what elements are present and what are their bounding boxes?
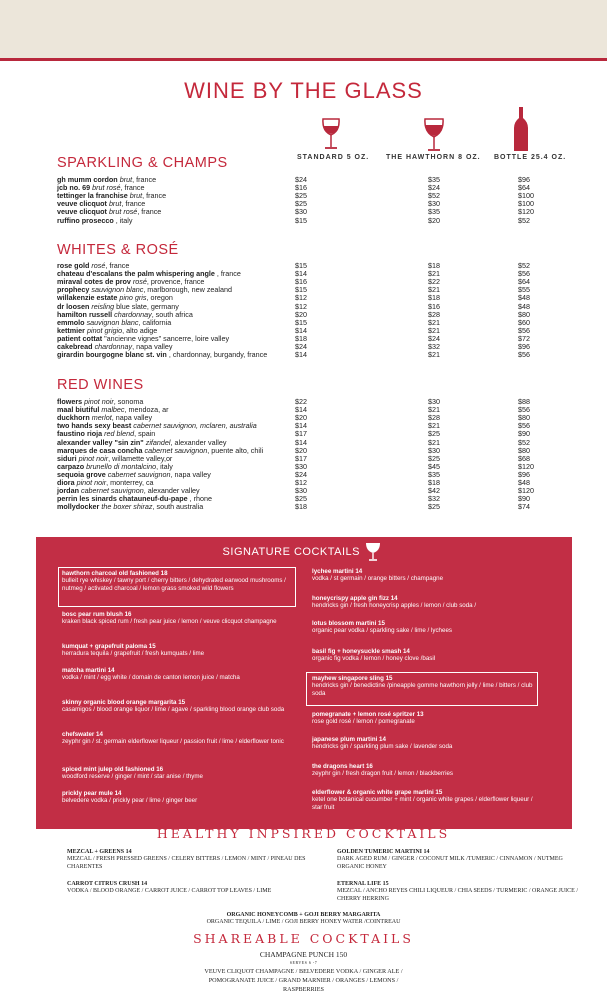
wine-name: ruffino prosecco [57, 215, 114, 225]
wine-region: , alexander valley [170, 437, 227, 447]
price-bottle: $68 [518, 453, 530, 463]
section-title-reds: RED WINES [57, 377, 144, 393]
healthy-item [337, 881, 587, 903]
price-bottle: $56 [518, 325, 530, 335]
price-bottle: $52 [518, 261, 530, 270]
wine-region: , napa valley [111, 413, 153, 423]
price-bottle: $96 [518, 175, 530, 184]
price-hawthorn: $35 [428, 469, 440, 479]
price-standard: $15 [295, 317, 307, 327]
price-standard: $20 [295, 309, 307, 319]
price-hawthorn: $28 [428, 413, 440, 423]
wine-name: siduri [57, 453, 77, 463]
price-bottle: $88 [518, 397, 530, 406]
price-standard: $30 [295, 461, 307, 471]
cocktail-glass-icon [365, 542, 381, 562]
wine-name: miraval cotes de prov [57, 277, 131, 287]
wine-varietal: brunello di montalcino [86, 461, 157, 471]
cocktail-item [312, 620, 542, 635]
wine-row [57, 351, 567, 359]
price-bottle: $120 [518, 486, 534, 496]
wine-region: , france [121, 199, 146, 209]
cocktail-name: mayhew singapore sling 15 [312, 675, 393, 682]
cocktail-item [62, 790, 292, 805]
wine-region: , willamette valley,or [108, 453, 173, 463]
wine-region: , marlborough, new zealand [143, 285, 233, 295]
price-bottle: $52 [518, 437, 530, 447]
wine-name: marques de casa concha [57, 445, 143, 455]
wine-name: flowers [57, 397, 83, 406]
price-hawthorn: $30 [428, 445, 440, 455]
wine-region: , california [138, 317, 172, 327]
shareable-name: CHAMPAGNE PUNCH 150 [259, 950, 348, 959]
wine-name: hamilton russell [57, 309, 113, 319]
wine-region: , south africa [151, 309, 193, 319]
wine-region: , italy [115, 215, 133, 225]
healthy-center-name: ORGANIC HONEYCOMB + GOJI BERRY MARGARITA [226, 912, 381, 918]
healthy-cocktail-name: GOLDEN TUMERIC MARTINI 14 [337, 849, 430, 855]
price-hawthorn: $25 [428, 429, 440, 439]
wine-bottle-icon [513, 106, 529, 152]
wine-name: chateau d'escalans the palm whispering angle [57, 269, 215, 279]
price-bottle: $96 [518, 342, 530, 351]
cocktail-name: japanese plum martini 14 [312, 736, 386, 743]
price-hawthorn: $18 [428, 293, 440, 303]
cocktail-ingredients: herradura tequila / grapefruit / fresh kumquats / lime [62, 650, 205, 658]
wine-name: veuve clicquot [57, 207, 107, 217]
wine-name: duckhorn [57, 413, 90, 423]
price-standard: $24 [295, 469, 307, 479]
wine-name: emmolo [57, 317, 85, 327]
price-bottle: $100 [518, 199, 534, 209]
price-hawthorn: $21 [428, 317, 440, 327]
price-standard: $25 [295, 191, 307, 201]
price-standard: $16 [295, 277, 307, 287]
wine-name: patient cottat [57, 333, 103, 343]
cocktail-name: honeycrispy apple gin fizz 14 [312, 595, 398, 602]
wine-region: , south australia [152, 502, 204, 512]
healthy-item [67, 849, 317, 871]
cocktail-item [312, 789, 542, 811]
price-standard: $14 [295, 437, 307, 447]
cocktail-item [62, 643, 292, 658]
price-standard: $12 [295, 478, 307, 487]
cocktail-ingredients: kraken black spiced rum / fresh pear juice / lemon / veuve clicquot champagne [62, 618, 277, 626]
price-standard: $14 [295, 325, 307, 335]
wine-name: faustino rioja [57, 429, 103, 439]
cocktail-ingredients: belvedere vodka / prickly pear / lime / ginger beer [62, 797, 198, 805]
price-bottle: $120 [518, 461, 534, 471]
price-hawthorn: $35 [428, 175, 440, 184]
wine-varietal: cabernet sauvignon [107, 469, 171, 479]
wine-varietal: rosé [91, 261, 106, 270]
price-hawthorn: $21 [428, 285, 440, 295]
price-standard: $24 [295, 175, 307, 184]
wine-name: maal biutiful [57, 405, 100, 415]
page-title: WINE BY THE GLASS [184, 78, 423, 103]
price-bottle: $74 [518, 502, 530, 512]
wine-name: cakebread [57, 342, 93, 351]
price-hawthorn: $30 [428, 397, 440, 406]
price-hawthorn: $21 [428, 405, 440, 415]
wine-row [57, 503, 567, 511]
wine-varietal: red blend [104, 429, 135, 439]
shareable-desc-3: RASPBERRIES [283, 986, 324, 993]
price-bottle: $90 [518, 429, 530, 439]
wine-region: , provence, france [146, 277, 205, 287]
column-header-bottle: BOTTLE 25.4 OZ. [494, 154, 567, 161]
wine-region: "ancienne vignes" sancerre, loire valley [104, 333, 230, 343]
price-bottle: $56 [518, 350, 530, 360]
cocktail-name: hawthorn charcoal old fashioned 18 [62, 570, 168, 577]
cocktail-ingredients: hendricks gin / benedictine /pineapple gomme hawthorn jelly / lime / bitters / club soda [312, 682, 533, 697]
price-hawthorn: $22 [428, 277, 440, 287]
decorative-header-band [0, 0, 607, 58]
cocktail-name: lychee martini 14 [312, 568, 363, 575]
cocktail-item [312, 595, 542, 610]
wine-region: , oregon [146, 293, 173, 303]
healthy-cocktail-ingredients: DARK AGED RUM / GINGER / COCONUT MILK /TUMERIC / CINNAMON / NUTMEG ORGANIC HONEY [337, 856, 563, 870]
wine-name: gh mumm cordon [57, 175, 118, 184]
price-hawthorn: $18 [428, 478, 440, 487]
cocktail-ingredients: hendricks gin / fresh honeycrisp apples / lemon / club soda / [312, 602, 477, 610]
price-hawthorn: $52 [428, 191, 440, 201]
price-bottle: $96 [518, 469, 530, 479]
price-standard: $15 [295, 285, 307, 295]
price-standard: $18 [295, 333, 307, 343]
wine-region: , spain [134, 429, 156, 439]
cocktail-ingredients: rose gold rosé / lemon / pomegranate [312, 718, 415, 726]
price-standard: $14 [295, 421, 307, 431]
wine-glass-icon [320, 117, 342, 151]
wine-varietal: pinot noir [84, 397, 114, 406]
cocktail-item [62, 611, 292, 626]
header-divider [0, 58, 607, 61]
price-hawthorn: $25 [428, 502, 440, 512]
price-standard: $18 [295, 502, 307, 512]
cocktail-item [62, 570, 292, 592]
wine-region: , italy [156, 461, 173, 471]
wine-varietal: reisling [91, 301, 115, 311]
wine-varietal: brut rosé [92, 183, 121, 193]
price-hawthorn: $32 [428, 342, 440, 351]
price-bottle: $56 [518, 405, 530, 415]
wine-row [57, 217, 567, 225]
price-standard: $20 [295, 413, 307, 423]
wine-varietal: brut [119, 175, 133, 184]
price-hawthorn: $32 [428, 494, 440, 504]
large-wine-glass-icon [422, 117, 446, 153]
wine-varietal: cabernet sauvignon [80, 486, 144, 496]
wine-varietal: cabernet sauvignon, mclaren, australia [133, 421, 257, 431]
wine-region: , sonoma [113, 397, 144, 406]
price-hawthorn: $35 [428, 207, 440, 217]
wine-region: , france [105, 261, 130, 270]
healthy-item [67, 881, 317, 896]
price-standard: $17 [295, 429, 307, 439]
wine-varietal: sauvignon blanc [91, 285, 144, 295]
cocktail-item [62, 766, 292, 781]
shareable-serves: SERVES 6 -7 [289, 960, 318, 965]
shareable-title: SHAREABLE COCKTAILS [193, 931, 414, 946]
wine-name: two hands sexy beast [57, 421, 132, 431]
wine-varietal: brut [108, 199, 122, 209]
wine-name: carpazo [57, 461, 85, 471]
wine-region: , alexander valley [143, 486, 200, 496]
cocktail-name: skinny organic blood orange margarita 15 [62, 699, 186, 706]
price-standard: $22 [295, 397, 307, 406]
wine-varietal: cabernet sauvignon [144, 445, 208, 455]
wine-name: mollydocker [57, 502, 100, 512]
price-bottle: $80 [518, 445, 530, 455]
price-standard: $14 [295, 350, 307, 360]
cocktail-item [62, 731, 292, 746]
wine-varietal: pino gris [119, 293, 147, 303]
cocktail-item [62, 699, 292, 714]
cocktail-name: basil fig + honeysuckle smash 14 [312, 648, 410, 655]
wine-region: , puente alto, chili [207, 445, 264, 455]
price-standard: $30 [295, 207, 307, 217]
column-header-hawthorn: THE HAWTHORN 8 OZ. [386, 154, 481, 161]
price-hawthorn: $42 [428, 486, 440, 496]
price-hawthorn: $16 [428, 301, 440, 311]
healthy-item [337, 849, 587, 871]
price-standard: $16 [295, 183, 307, 193]
price-standard: $20 [295, 445, 307, 455]
price-standard: $14 [295, 405, 307, 415]
cocktail-item [62, 667, 292, 682]
cocktail-item [312, 568, 542, 583]
healthy-cocktail-ingredients: MEZCAL / ANCHO REYES CHILI LIQUEUR / CHIA SEEDS / TURMERIC / ORANGE JUICE / CHERRY HERRING [337, 888, 579, 902]
price-bottle: $55 [518, 285, 530, 295]
price-standard: $12 [295, 301, 307, 311]
healthy-center-desc: ORGANIC TEQUILA / LIME / GOJI BERRY HONEY WATER /COINTREAU [206, 919, 401, 925]
wine-region: , napa valley [170, 469, 211, 479]
cocktail-name: lotus blossom martini 15 [312, 620, 385, 627]
cocktail-item [312, 675, 542, 697]
section-title-sparkling: SPARKLING & CHAMPS [57, 155, 228, 171]
wine-varietal: zifandel [145, 437, 171, 447]
price-standard: $24 [295, 342, 307, 351]
cocktail-name: kumquat + grapefruit paloma 15 [62, 643, 156, 650]
price-bottle: $72 [518, 333, 530, 343]
wine-name: tettinger la franchise [57, 191, 128, 201]
wine-varietal: rosé [132, 277, 147, 287]
cocktail-name: spiced mint julep old fashioned 16 [62, 766, 164, 773]
wine-row [57, 208, 567, 216]
price-standard: $17 [295, 453, 307, 463]
cocktail-name: matcha martini 14 [62, 667, 115, 674]
cocktail-ingredients: casamigos / blood orange liquor / lime / agave / sparkling blood orange club soda [62, 706, 285, 714]
wine-name: sequoia grove [57, 469, 106, 479]
cocktail-name: elderflower & organic white grape martini 15 [312, 789, 443, 796]
cocktail-ingredients: vodka / st germain / orange bitters / champagne [312, 575, 444, 583]
price-bottle: $48 [518, 301, 530, 311]
wine-region: , rhone [189, 494, 212, 504]
wine-name: dr loosen [57, 301, 90, 311]
wine-name: willakenzie estate [57, 293, 118, 303]
price-hawthorn: $24 [428, 333, 440, 343]
price-standard: $15 [295, 215, 307, 225]
signature-title: SIGNATURE COCKTAILS [222, 546, 360, 558]
price-hawthorn: $21 [428, 325, 440, 335]
wine-varietal: chardonnay [114, 309, 152, 319]
section-title-whites: WHITES & ROSÉ [57, 242, 179, 258]
wine-varietal: brut [129, 191, 143, 201]
cocktail-ingredients: bulleit rye whiskey / tawny port / cherry bitters / dehydrated earwood mushrooms / nutmeg / activated charcoal / lemon grass smoked wild flowers [62, 577, 286, 592]
cocktail-ingredients: woodford reserve / ginger / mint / star anise / thyme [62, 773, 203, 781]
price-bottle: $56 [518, 269, 530, 279]
shareable-desc-2: POMOGRANATE JUICE / GRAND MARNIER / ORANGES / LEMONS / [208, 977, 399, 984]
price-hawthorn: $21 [428, 421, 440, 431]
wine-region: , napa valley [132, 342, 173, 351]
wine-varietal: pinot grigio [86, 325, 123, 335]
price-standard: $25 [295, 494, 307, 504]
wine-varietal: sauvignon blanc [86, 317, 139, 327]
wine-name: kettmier [57, 325, 85, 335]
cocktail-ingredients: organic pear vodka / sparkling sake / lime / lychees [312, 627, 452, 635]
cocktail-name: the dragons heart 16 [312, 763, 373, 770]
cocktail-item [312, 648, 542, 663]
price-hawthorn: $21 [428, 350, 440, 360]
wine-name: jcb no. 69 [57, 183, 91, 193]
price-bottle: $56 [518, 421, 530, 431]
healthy-title: HEALTHY INPSIRED COCKTAILS [156, 826, 451, 841]
cocktail-item [312, 711, 542, 726]
cocktail-ingredients: vodka / mint / egg white / domain de canton lemon juice / matcha [62, 674, 240, 682]
healthy-cocktail-ingredients: VODKA / BLOOD ORANGE / CARROT JUICE / CARROT TOP LEAVES / LIME [67, 888, 272, 895]
price-hawthorn: $45 [428, 461, 440, 471]
price-hawthorn: $28 [428, 309, 440, 319]
price-standard: $25 [295, 199, 307, 209]
wine-name: prophecy [57, 285, 90, 295]
price-hawthorn: $20 [428, 215, 440, 225]
wine-region: blue slate, germany [114, 301, 179, 311]
shareable-desc-1: VEUVE CLIQUOT CHAMPAGNE / BELVEDERE VODKA / GINGER ALE / [204, 968, 403, 975]
column-header-standard: STANDARD 5 OZ. [297, 154, 370, 161]
wine-region: , monterrey, ca [106, 478, 154, 487]
wine-name: veuve clicquot [57, 199, 107, 209]
price-bottle: $48 [518, 293, 530, 303]
wine-region: , alto adige [122, 325, 158, 335]
wine-region: , france [132, 175, 157, 184]
price-standard: $12 [295, 293, 307, 303]
wine-varietal: malbec [101, 405, 125, 415]
healthy-cocktail-name: MEZCAL + GREENS 14 [67, 849, 132, 855]
wine-name: jordan [57, 486, 79, 496]
price-hawthorn: $21 [428, 269, 440, 279]
price-bottle: $120 [518, 207, 534, 217]
price-bottle: $52 [518, 215, 530, 225]
price-bottle: $64 [518, 277, 530, 287]
wine-varietal: pinot noir [76, 478, 107, 487]
price-bottle: $48 [518, 478, 530, 487]
price-bottle: $80 [518, 309, 530, 319]
cocktail-ingredients: zeyphr gin / st. germain elderflower liqueur / passion fruit / lime / elderflower tonic [62, 738, 284, 746]
price-hawthorn: $25 [428, 453, 440, 463]
price-bottle: $90 [518, 494, 530, 504]
wine-region: , mendoza, ar [124, 405, 169, 415]
cocktail-ingredients: hendricks gin / sparkling plum sake / lavender soda [312, 743, 453, 751]
wine-varietal: merlot [91, 413, 112, 423]
price-standard: $30 [295, 486, 307, 496]
price-standard: $15 [295, 261, 307, 270]
wine-name: rose gold [57, 261, 90, 270]
cocktail-ingredients: organic fig vodka / lemon / honey clove /basil [312, 655, 436, 663]
wine-name: diora [57, 478, 75, 487]
cocktail-item [312, 763, 542, 778]
wine-varietal: pinot noir [78, 453, 109, 463]
price-hawthorn: $30 [428, 199, 440, 209]
price-hawthorn: $21 [428, 437, 440, 447]
wine-varietal: the boxer shiraz [101, 502, 153, 512]
price-standard: $14 [295, 269, 307, 279]
price-hawthorn: $18 [428, 261, 440, 270]
wine-name: girardin bourgogne blanc st. vin [57, 350, 167, 360]
price-bottle: $64 [518, 183, 530, 193]
healthy-cocktail-name: ETERNAL LIFE 15 [337, 881, 389, 887]
wine-region: , france [137, 207, 162, 217]
wine-region: , france [216, 269, 241, 279]
price-bottle: $80 [518, 413, 530, 423]
price-hawthorn: $24 [428, 183, 440, 193]
wine-varietal: chardonnay [94, 342, 133, 351]
wine-varietal: brut rosé [108, 207, 138, 217]
wine-name: perrin les sinards chatauneuf-du-pape [57, 494, 188, 504]
wine-region: , chardonnay, burgandy, france [168, 350, 268, 360]
wine-region: , france [120, 183, 145, 193]
cocktail-name: chefswater 14 [62, 731, 103, 738]
cocktail-name: pomegranate + lemon rosé spritzer 13 [312, 711, 424, 718]
wine-region: , france [142, 191, 167, 201]
wine-name: alexander valley "sin zin" [57, 437, 144, 447]
cocktail-name: prickly pear mule 14 [62, 790, 122, 797]
healthy-cocktail-ingredients: MEZCAL / FRESH PRESSED GREENS / CELERY BITTERS / LEMON / MINT / PINEAU DES CHARENTES [67, 856, 306, 870]
cocktail-ingredients: zeyphr gin / fresh dragon fruit / lemon / blackberries [312, 770, 454, 778]
cocktail-item [312, 736, 542, 751]
price-bottle: $100 [518, 191, 534, 201]
cocktail-ingredients: ketel one botanical cucumber + mint / organic white grapes / elderflower liqueur / star fruit [312, 796, 533, 811]
price-bottle: $60 [518, 317, 530, 327]
healthy-cocktail-name: CARROT CITRUS CRUSH 14 [67, 881, 148, 887]
cocktail-name: bosc pear rum blush 16 [62, 611, 132, 618]
